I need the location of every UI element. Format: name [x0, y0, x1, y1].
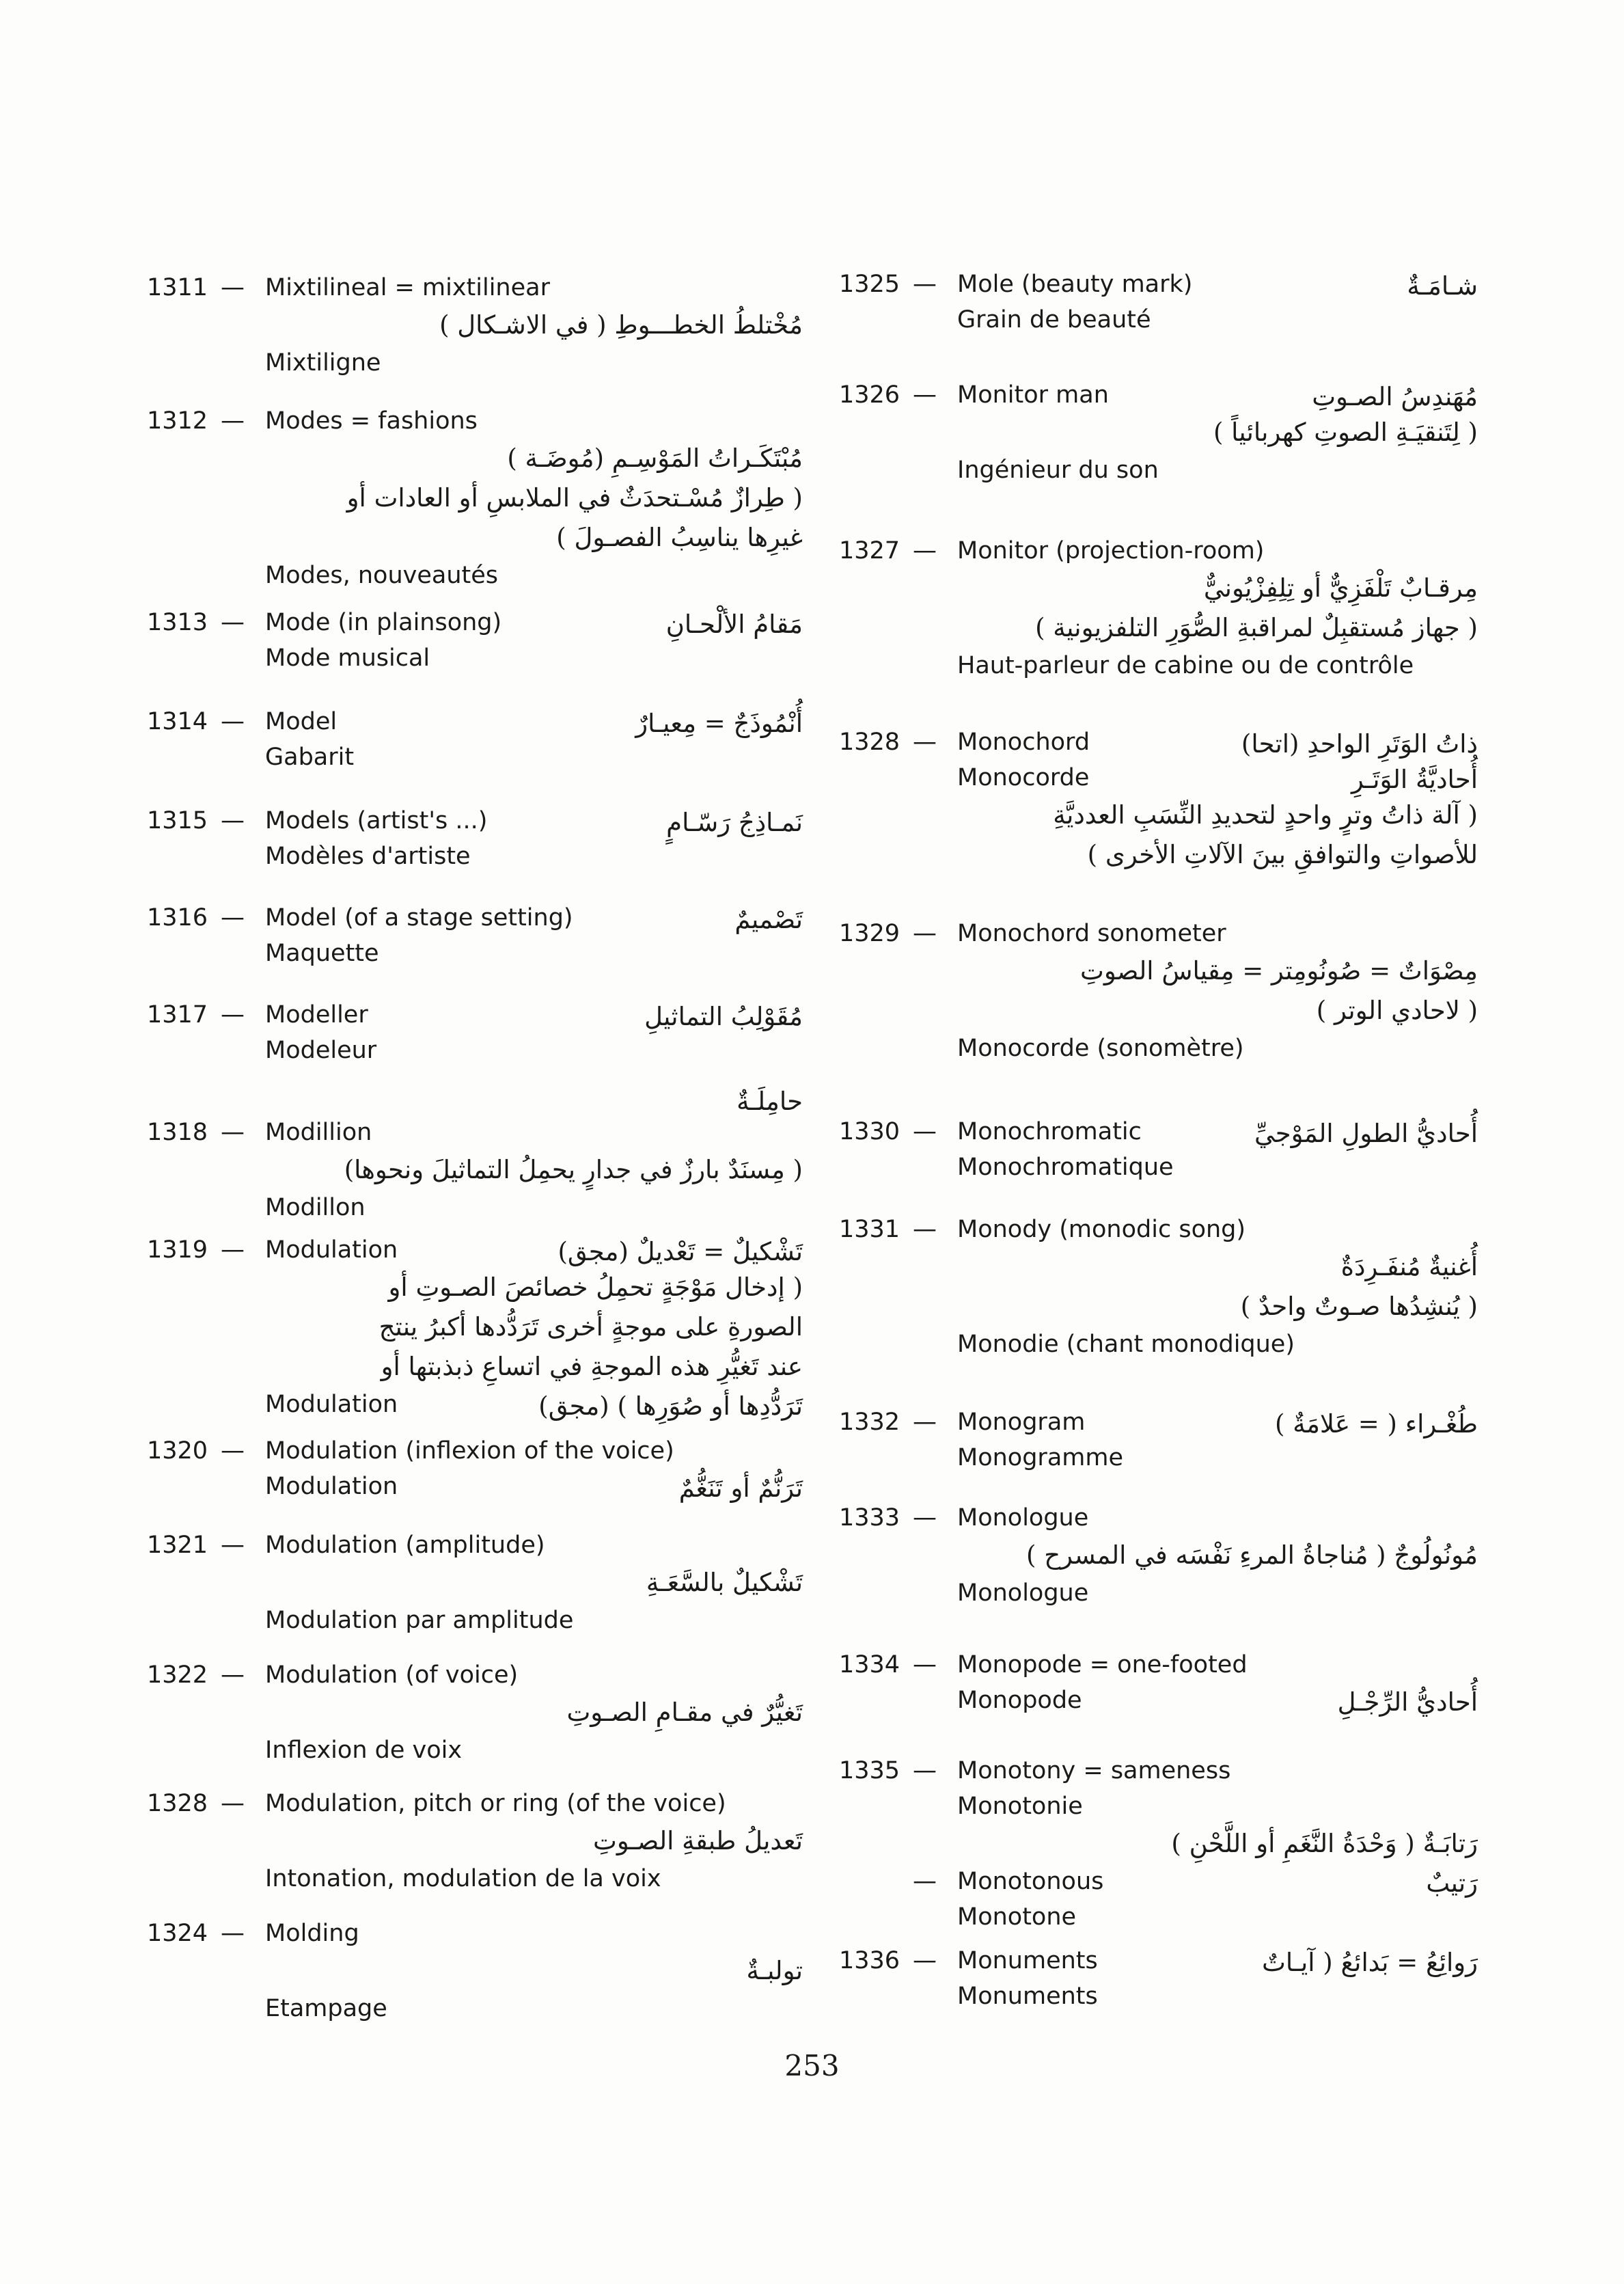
french-equivalent: Modeleur: [265, 1037, 377, 1064]
entry-1336: [839, 1943, 1478, 2014]
entry-dash: —: [913, 920, 937, 947]
entry-number: 1313: [147, 609, 208, 636]
french-equivalent: Mode musical: [265, 644, 430, 672]
arabic-translation: شـامَـةٌ: [1407, 271, 1478, 301]
entry-1314: [147, 704, 803, 775]
arabic-line: ( مِسنَدٌ بارزٌ في جدارٍ يحمِلُ التماثيلَ ونحوها): [344, 1155, 803, 1184]
entry-1316: [147, 900, 803, 971]
entry-dash: —: [913, 1504, 937, 1532]
arabic-translation: نَمـاذِجُ رَسّـامٍ: [666, 808, 803, 837]
entry-dash: —: [221, 1437, 245, 1465]
french-equivalent: Monogramme: [957, 1444, 1123, 1471]
entry-1320: [147, 1433, 803, 1504]
entry-dash: —: [913, 1216, 937, 1243]
entry-dash: —: [913, 1868, 937, 1895]
arabic-line: مُونُولُوجٌ ( مُناجاةُ المرءِ نَفْسَه في المسرح ): [1026, 1540, 1478, 1570]
entry-number: 1319: [147, 1236, 208, 1264]
entry-dash: —: [913, 381, 937, 409]
entry-1329: [839, 916, 1478, 1066]
english-headword: Modillion: [265, 1119, 372, 1146]
arabic-line: عند تَغيُّرِ هذه الموجةِ في اتساعِ ذبذبتها أو: [381, 1352, 803, 1381]
entry-1325: [839, 267, 1478, 338]
entry-number: 1312: [147, 407, 208, 435]
french-equivalent: Modulation: [265, 1473, 398, 1500]
arabic-line: غيرِها يناسِبُ الفصـولَ ): [556, 523, 803, 552]
entry-number: 1321: [147, 1532, 208, 1559]
arabic-line: ( إدخال مَوْجَةٍ تحمِلُ خصائصَ الصـوتِ أو: [388, 1273, 803, 1302]
entry-dash: —: [221, 1236, 245, 1264]
entry-dash: —: [221, 407, 245, 435]
arabic-translation: رَوائِعُ = بَدائعُ ( آيـاتٌ: [1262, 1948, 1478, 1977]
french-equivalent: Monocorde (sonomètre): [957, 1035, 1244, 1062]
english-headword: Modes = fashions: [265, 407, 478, 435]
english-headword: Models (artist's ...): [265, 807, 488, 834]
english-headword: Mole (beauty mark): [957, 271, 1193, 298]
entry-1311: [147, 270, 803, 381]
entry-1317: [147, 997, 803, 1068]
entry-dash: —: [913, 1651, 937, 1678]
english-headword: Model: [265, 708, 338, 735]
entry-1318: [147, 1089, 803, 1225]
arabic-line: رَتابَـةٌ ( وَحْدَةُ النَّغَمِ أو اللَّحْنِ ): [1171, 1829, 1478, 1858]
entry-number: 1335: [839, 1757, 900, 1784]
entry-number: 1328: [839, 729, 900, 756]
french-equivalent: Modulation par amplitude: [265, 1607, 574, 1634]
french-equivalent: Haut-parleur de cabine ou de contrôle: [957, 652, 1414, 679]
french-equivalent: Intonation, modulation de la voix: [265, 1865, 661, 1892]
english-headword: Monopode = one-footed: [957, 1651, 1248, 1678]
entry-dash: —: [913, 271, 937, 298]
french-equivalent: Monodie (chant monodique): [957, 1331, 1295, 1358]
arabic-translation: رَتيبٌ: [1426, 1868, 1478, 1898]
english-headword: Modulation: [265, 1236, 398, 1264]
entry-1322: [147, 1657, 803, 1768]
entry-1333: [839, 1500, 1478, 1611]
arabic-line: تولبـةٌ: [746, 1956, 803, 1985]
arabic-line: ( لِتَنقيَـةِ الصوتِ كهربائياً ): [1213, 418, 1478, 447]
arabic-translation: مُهَندِسُ الصـوتِ: [1312, 382, 1478, 411]
entry-number: 1318: [147, 1119, 208, 1146]
english-headword: Monochord: [957, 729, 1090, 756]
entry-1326: [839, 377, 1478, 488]
english-headword: Mixtilineal = mixtilinear: [265, 274, 550, 301]
arabic-line: مُخْتلطُ الخطـــوطِ ( في الاشـكال ): [439, 310, 803, 340]
entry-dash: —: [221, 1119, 245, 1146]
entry-number: 1322: [147, 1661, 208, 1689]
entry-dash: —: [221, 1661, 245, 1689]
arabic-line: تَشْكيلٌ بالسَّعَـةِ: [646, 1568, 803, 1597]
entry-1330: [839, 1114, 1478, 1185]
entry-number: 1330: [839, 1118, 900, 1145]
entry-number: 1324: [147, 1920, 208, 1947]
entry-number: 1320: [147, 1437, 208, 1465]
entry-number: 1327: [839, 537, 900, 565]
arabic-line: مِصْوَاتٌ = صُونُومِتر = مِقياسُ الصوتِ: [1079, 956, 1478, 985]
entry-dash: —: [913, 1947, 937, 1974]
entry-1335: [839, 1753, 1478, 1935]
arabic-translation: طُغْـراء ( = عَلامَةٌ ): [1275, 1409, 1478, 1439]
entry-dash: —: [221, 708, 245, 735]
entry-number: 1336: [839, 1947, 900, 1974]
entry-1319: [147, 1232, 803, 1422]
english-headword: Modulation, pitch or ring (of the voice): [265, 1790, 726, 1817]
french-equivalent: Modèles d'artiste: [265, 843, 471, 870]
entry-1324: [147, 1916, 803, 2026]
entry-number: 1314: [147, 708, 208, 735]
english-headword: Modulation (amplitude): [265, 1532, 545, 1559]
entry-number: 1334: [839, 1651, 900, 1678]
french-equivalent: Modulation: [265, 1391, 398, 1418]
french-equivalent: Modes, nouveautés: [265, 562, 498, 589]
entry-dash: —: [913, 1757, 937, 1784]
arabic-line: مُبْتَكَـراتُ المَوْسِـمِ (مُوضَـة ): [507, 444, 803, 473]
entry-dash: —: [221, 1790, 245, 1817]
french-equivalent: Modillon: [265, 1194, 366, 1221]
arabic-translation: تَصْميمٌ: [734, 905, 803, 934]
entry-dash: —: [221, 807, 245, 834]
arabic-translation: أُحاديَّةُ الوَتَـرِ: [1351, 765, 1478, 794]
french-equivalent: Monotonie: [957, 1793, 1083, 1820]
english-headword: Model (of a stage setting): [265, 904, 573, 932]
entry-1332: [839, 1404, 1478, 1476]
entry-1313: [147, 605, 803, 676]
arabic-translation: أُحاديُّ الطولِ المَوْجيِّ: [1254, 1119, 1478, 1148]
french-equivalent: Grain de beauté: [957, 306, 1151, 334]
entry-1312: [147, 403, 803, 593]
entry-1331: [839, 1212, 1478, 1362]
arabic-translation: أُحاديُّ الرِّجْـلِ: [1337, 1687, 1478, 1717]
entry-number: 1331: [839, 1216, 900, 1243]
english-headword: Monody (monodic song): [957, 1216, 1246, 1243]
entry-number: 1333: [839, 1504, 900, 1532]
arabic-line: تَرَدُّدِها أو صُوَرِها ) (مجق): [538, 1391, 803, 1421]
english-headword: Monochromatic: [957, 1118, 1142, 1145]
french-equivalent: Maquette: [265, 940, 379, 967]
english-headword: Monitor man: [957, 381, 1109, 409]
english-headword: Monologue: [957, 1504, 1089, 1532]
entry-number: 1328: [147, 1790, 208, 1817]
arabic-line: ( يُنشِدُها صـوتٌ واحدٌ ): [1240, 1292, 1478, 1321]
entry-number: 1316: [147, 904, 208, 932]
entry-dash: —: [913, 1118, 937, 1145]
entry-dash: —: [913, 1409, 937, 1436]
english-sub-headword: Monotonous: [957, 1868, 1104, 1895]
french-equivalent: Monopode: [957, 1687, 1082, 1714]
english-headword: Modulation (inflexion of the voice): [265, 1437, 674, 1465]
french-equivalent: Mixtiligne: [265, 349, 381, 377]
french-equivalent: Etampage: [265, 1995, 387, 2022]
entry-dash: —: [221, 274, 245, 301]
entry-dash: —: [221, 1532, 245, 1559]
french-equivalent: Monologue: [957, 1579, 1089, 1607]
arabic-translation: حامِلَـةٌ: [737, 1087, 803, 1116]
entry-dash: —: [913, 537, 937, 565]
french-equivalent: Monuments: [957, 1983, 1098, 2010]
entry-1328-right: [839, 724, 1478, 875]
arabic-line: الصورةِ على موجةٍ أخرى تَرَدُّدها أكبرُ ينتج: [379, 1312, 803, 1342]
page-number: 253: [784, 2049, 840, 2082]
entry-number: 1329: [839, 920, 900, 947]
english-headword: Mode (in plainsong): [265, 609, 502, 636]
entry-number: 1311: [147, 274, 208, 301]
arabic-line: ( آلة ذاتُ وترٍ واحدٍ لتحديدِ النِّسَبِ العدديَّةِ: [1053, 800, 1478, 830]
english-headword: Modeller: [265, 1001, 368, 1029]
entry-number: 1315: [147, 807, 208, 834]
arabic-line: تَعديلُ طبقةِ الصـوتِ: [592, 1826, 803, 1855]
entry-dash: —: [221, 1001, 245, 1029]
french-equivalent: Inflexion de voix: [265, 1737, 463, 1764]
entry-dash: —: [221, 904, 245, 932]
arabic-translation: ذاتُ الوَتَرِ الواحدِ (اتحا): [1241, 729, 1478, 759]
english-headword: Monochord sonometer: [957, 920, 1226, 947]
entry-1334: [839, 1647, 1478, 1718]
english-headword: Modulation (of voice): [265, 1661, 519, 1689]
french-equivalent: Monochromatique: [957, 1154, 1174, 1181]
arabic-translation: أُنْمُوذَجٌ = مِعيـارٌ: [635, 709, 803, 738]
english-headword: Molding: [265, 1920, 359, 1947]
french-equivalent: Monocorde: [957, 764, 1090, 791]
english-headword: Monogram: [957, 1409, 1086, 1436]
entry-number: 1325: [839, 271, 900, 298]
entry-number: 1317: [147, 1001, 208, 1029]
english-headword: Monitor (projection-room): [957, 537, 1265, 565]
french-equivalent: Ingénieur du son: [957, 457, 1159, 484]
french-equivalent: Monotone: [957, 1903, 1077, 1931]
entry-number: 1326: [839, 381, 900, 409]
arabic-translation: تَرَنُّمٌ أو تَنَغُّمٌ: [678, 1473, 803, 1503]
arabic-translation: مُقَوْلِبُ التماثيلِ: [644, 1002, 803, 1031]
english-headword: Monotony = sameness: [957, 1757, 1231, 1784]
arabic-line: للأصواتِ والتوافقِ بينَ الآلاتِ الأخرى ): [1087, 840, 1478, 869]
arabic-line: مِرقـابٌ تَلْفَزِيٌّ أو تِلِفِزْيُونيٌّ: [1203, 573, 1478, 603]
entry-1327: [839, 533, 1478, 683]
arabic-line: ( لاحادي الوتر ): [1316, 996, 1478, 1025]
entry-1315: [147, 803, 803, 874]
entry-dash: —: [913, 729, 937, 756]
entry-dash: —: [221, 1920, 245, 1947]
arabic-line: أُغنيةٌ مُنفَـرِدَةٌ: [1340, 1252, 1478, 1281]
arabic-line: تَغيُّرٌ في مقـامِ الصـوتِ: [566, 1698, 803, 1727]
english-headword: Monuments: [957, 1947, 1098, 1974]
arabic-translation: تَشْكيلٌ = تَعْديلٌ (مجق): [558, 1237, 803, 1266]
entry-dash: —: [221, 609, 245, 636]
arabic-translation: مَقامُ الألْحـانِ: [665, 610, 803, 639]
entry-number: 1332: [839, 1409, 900, 1436]
french-equivalent: Gabarit: [265, 744, 355, 771]
entry-1321: [147, 1527, 803, 1638]
arabic-line: ( طِرازٌ مُسْـتحدَثٌ في الملابسِ أو العادات أو: [346, 483, 803, 513]
arabic-line: ( جهاز مُستقبِلٌ لمراقبةِ الصُّوَرِ التلفزيونية ): [1035, 613, 1478, 642]
entry-1328-left: [147, 1786, 803, 1896]
